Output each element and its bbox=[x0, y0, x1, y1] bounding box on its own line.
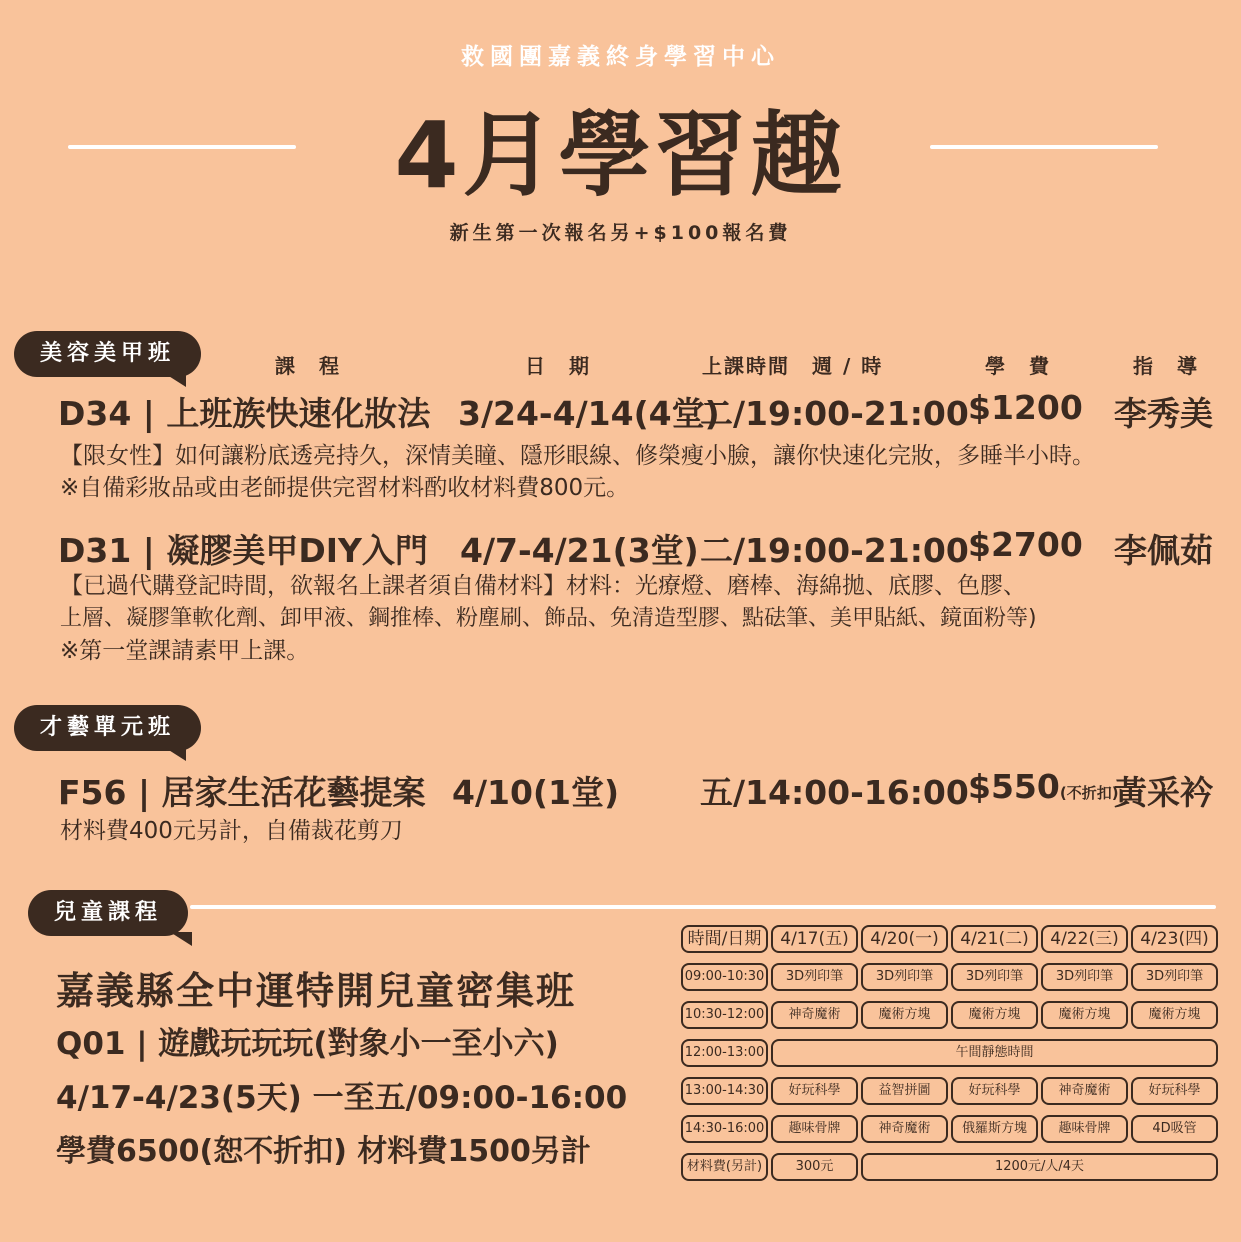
kids-fees: 學費6500(恕不折扣) 材料費1500另計 bbox=[56, 1134, 591, 1169]
divider-right bbox=[930, 145, 1158, 149]
fee-note: (不折扣) bbox=[1059, 784, 1119, 802]
table-cell: 俄羅斯方塊 bbox=[951, 1115, 1038, 1143]
course-fee: $2700 bbox=[968, 525, 1083, 564]
table-material-rest: 1200元/人/4天 bbox=[861, 1153, 1218, 1181]
table-cell: 3D列印筆 bbox=[771, 963, 858, 991]
table-cell: 4D吸管 bbox=[1131, 1115, 1218, 1143]
course-date: 3/24-4/14(4堂) bbox=[458, 394, 720, 433]
organization-name: 救國團嘉義終身學習中心 bbox=[461, 44, 780, 70]
course-time: 五/14:00-16:00 bbox=[700, 773, 969, 812]
kids-course-title: Q01 | 遊戲玩玩玩(對象小一至小六) bbox=[56, 1026, 559, 1062]
table-cell: 魔術方塊 bbox=[861, 1001, 948, 1029]
column-header-time: 上課時間 週 / 時 bbox=[702, 354, 884, 378]
course-teacher: 黃采衿 bbox=[1114, 773, 1213, 812]
course-teacher: 李佩茹 bbox=[1114, 531, 1213, 570]
kids-headline: 嘉義縣全中運特開兒童密集班 bbox=[56, 969, 577, 1013]
table-cell: 3D列印筆 bbox=[861, 963, 948, 991]
section-label: 兒童課程 bbox=[28, 890, 188, 936]
course-description: 【限女性】如何讓粉底透亮持久，深情美瞳、隱形眼線、修榮瘦小臉，讓你快速化完妝，多睡半小時。 bbox=[60, 443, 1095, 469]
page-subtitle: 新生第一次報名另+$100報名費 bbox=[449, 222, 792, 244]
course-title: F56 | 居家生活花藝提案 bbox=[58, 773, 426, 812]
table-cell: 3D列印筆 bbox=[1131, 963, 1218, 991]
table-cell: 好玩科學 bbox=[771, 1077, 858, 1105]
section-badge-talent bbox=[14, 705, 201, 751]
section-badge-kids bbox=[28, 890, 188, 936]
section-label: 美容美甲班 bbox=[14, 331, 201, 377]
table-span-cell: 午間靜態時間 bbox=[771, 1039, 1218, 1067]
column-header-date: 日 期 bbox=[525, 354, 591, 378]
table-header-date: 4/22(三) bbox=[1041, 925, 1128, 953]
table-cell: 趣味骨牌 bbox=[1041, 1115, 1128, 1143]
course-time: 二/19:00-21:00 bbox=[700, 394, 969, 433]
divider-kids bbox=[190, 905, 1216, 909]
column-header-teacher: 指 導 bbox=[1133, 354, 1199, 378]
table-cell: 好玩科學 bbox=[951, 1077, 1038, 1105]
bubble-tail bbox=[164, 373, 186, 387]
table-time-cell: 14:30-16:00 bbox=[681, 1115, 768, 1143]
table-cell: 神奇魔術 bbox=[771, 1001, 858, 1029]
table-material-label: 材料費(另計) bbox=[681, 1153, 768, 1181]
section-badge-beauty bbox=[14, 331, 201, 377]
table-cell: 神奇魔術 bbox=[1041, 1077, 1128, 1105]
course-title: D31 | 凝膠美甲DIY入門 bbox=[58, 531, 428, 570]
kids-schedule: 4/17-4/23(5天) 一至五/09:00-16:00 bbox=[56, 1080, 628, 1116]
bubble-tail bbox=[164, 747, 186, 761]
table-cell: 魔術方塊 bbox=[1131, 1001, 1218, 1029]
course-note: ※自備彩妝品或由老師提供完習材料酌收材料費800元。 bbox=[60, 475, 630, 501]
course-description: 材料費400元另計，自備裁花剪刀 bbox=[60, 818, 403, 844]
table-cell: 魔術方塊 bbox=[951, 1001, 1038, 1029]
column-header-course: 課 程 bbox=[275, 354, 341, 378]
course-date: 4/7-4/21(3堂) bbox=[460, 531, 699, 570]
table-material-first: 300元 bbox=[771, 1153, 858, 1181]
table-time-cell: 09:00-10:30 bbox=[681, 963, 768, 991]
column-header-fee: 學 費 bbox=[985, 354, 1051, 378]
table-header-time: 時間/日期 bbox=[681, 925, 768, 953]
course-description: 【已過代購登記時間，欲報名上課者須自備材料】材料：光療燈、磨棒、海綿拋、底膠、色膠、 bbox=[60, 573, 1026, 599]
table-time-cell: 12:00-13:00 bbox=[681, 1039, 768, 1067]
course-note: ※第一堂課請素甲上課。 bbox=[60, 638, 310, 664]
bubble-tail bbox=[170, 932, 192, 946]
table-header-date: 4/20(一) bbox=[861, 925, 948, 953]
course-teacher: 李秀美 bbox=[1114, 394, 1213, 433]
course-title: D34 | 上班族快速化妝法 bbox=[58, 394, 431, 433]
table-cell: 好玩科學 bbox=[1131, 1077, 1218, 1105]
table-cell: 神奇魔術 bbox=[861, 1115, 948, 1143]
table-header-date: 4/23(四) bbox=[1131, 925, 1218, 953]
table-cell: 趣味骨牌 bbox=[771, 1115, 858, 1143]
course-fee: $1200 bbox=[968, 388, 1083, 427]
section-label: 才藝單元班 bbox=[14, 705, 201, 751]
course-date: 4/10(1堂) bbox=[452, 773, 620, 812]
table-cell: 3D列印筆 bbox=[951, 963, 1038, 991]
fee-amount: $550 bbox=[968, 767, 1060, 806]
table-header-date: 4/21(二) bbox=[951, 925, 1038, 953]
table-cell: 3D列印筆 bbox=[1041, 963, 1128, 991]
course-description: 上層、凝膠筆軟化劑、卸甲液、鋼推棒、粉塵刷、飾品、免清造型膠、點砝筆、美甲貼紙、鏡面粉等) bbox=[60, 606, 1037, 631]
table-cell: 益智拼圖 bbox=[861, 1077, 948, 1105]
table-cell: 魔術方塊 bbox=[1041, 1001, 1128, 1029]
table-header-date: 4/17(五) bbox=[771, 925, 858, 953]
table-time-cell: 13:00-14:30 bbox=[681, 1077, 768, 1105]
page-title: 4月學習趣 bbox=[394, 102, 847, 209]
table-time-cell: 10:30-12:00 bbox=[681, 1001, 768, 1029]
course-time: 二/19:00-21:00 bbox=[700, 531, 969, 570]
course-fee bbox=[968, 767, 1119, 806]
